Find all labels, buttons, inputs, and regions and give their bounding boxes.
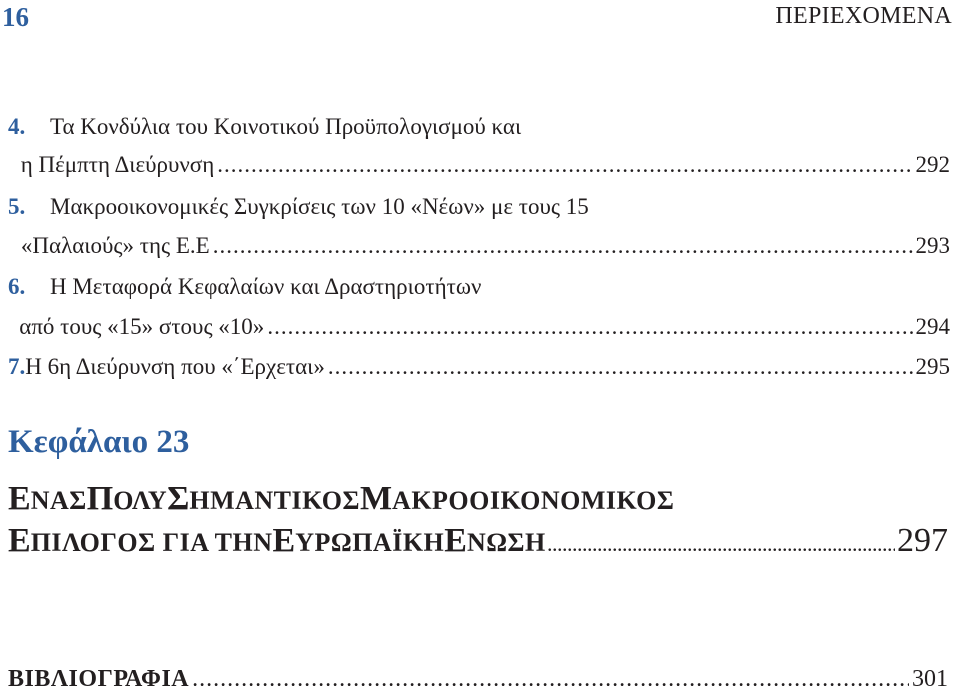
dot-leader	[213, 233, 913, 259]
toc-entry-title-cont: η Πέμπτη Διεύρυνση	[20, 152, 215, 177]
toc-entry-page: 294	[915, 314, 950, 339]
bibliography-label: ΒΙΒΛΙΟΓΡΑΦΙΑ	[8, 666, 190, 692]
chapter-title-line1[interactable]: ΕΝΑΣ ΠΟΛΥ ΣΗΜΑΝΤΙΚΟΣ ΜΑΚΡΟΟΙΚΟΝΟΜΙΚΟΣ	[8, 480, 675, 517]
page-number: 16	[2, 2, 29, 32]
toc-entry-5-line1[interactable]	[0, 194, 950, 226]
toc-entry-7[interactable]	[0, 354, 950, 386]
dot-leader	[192, 666, 909, 693]
toc-entry-5-line2[interactable]	[0, 233, 950, 265]
toc-entry-6-line2[interactable]	[0, 314, 950, 346]
toc-entry-title-cont: από τους «15» στους «10»	[19, 314, 265, 339]
chapter-heading: Κεφάλαιο 23	[8, 424, 190, 460]
bibliography-page: 301	[912, 666, 948, 692]
toc-entry-title: Μακροοικονομικές Συγκρίσεις των 10 «Νέων» με τους 15	[50, 194, 589, 219]
dot-leader	[548, 538, 895, 556]
toc-entry-title: Η 6η Διεύρυνση που «΄Ερχεται»	[25, 354, 325, 379]
running-head: ΠΕΡΙΕΧΟΜΕΝΑ	[775, 3, 952, 29]
chapter-title-line2[interactable]: ΕΠΙΛΟΓΟΣ ΓΙΑ ΤΗΝ ΕΥΡΩΠΑΪΚΗ ΕΝΩΣΗ ..... 297	[8, 522, 948, 560]
chapter-page: 297	[897, 522, 948, 559]
toc-entry-page: 292	[915, 152, 950, 177]
dot-leader	[217, 152, 912, 178]
toc-entry-title: Η Μεταφορά Κεφαλαίων και Δραστηριοτήτων	[50, 274, 482, 299]
toc-entry-number: 6.	[8, 274, 26, 299]
dot-leader	[328, 354, 913, 380]
toc-entry-number: 5.	[8, 194, 26, 219]
toc-entry-title: Τα Κονδύλια του Κοινοτικού Προϋπολογισμού και	[50, 114, 522, 139]
toc-entry-number: 7.	[8, 354, 26, 379]
toc-entry-page: 295	[915, 354, 950, 379]
toc-entry-4-line1[interactable]	[0, 114, 950, 146]
dot-leader	[267, 314, 912, 340]
bibliography-entry[interactable]	[8, 666, 948, 693]
toc-entry-4-line2[interactable]	[0, 152, 950, 184]
toc-entry-title-cont: «Παλαιούς» της Ε.Ε	[20, 233, 210, 258]
toc-entry-number: 4.	[8, 114, 26, 139]
toc-entry-page: 293	[915, 233, 950, 258]
toc-entry-6-line1[interactable]	[0, 274, 950, 306]
